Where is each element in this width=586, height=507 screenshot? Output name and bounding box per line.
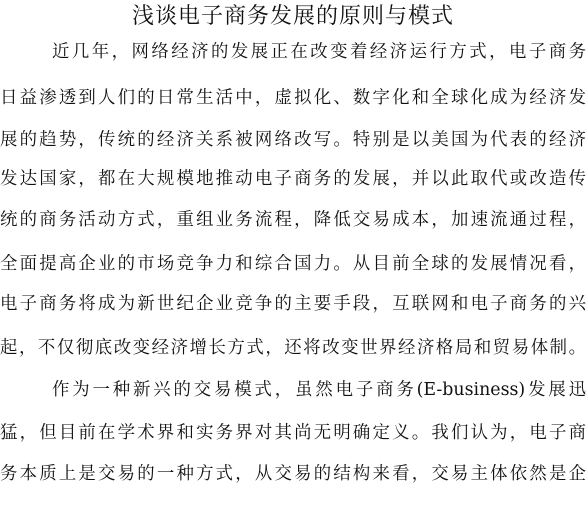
paragraph-1-line-7: 电子商务将成为新世纪企业竞争的主要手段，互联网和电子商务的兴 — [0, 294, 586, 314]
paragraph-2-line-1: 作为一种新兴的交易模式，虽然电子商务(E-business)发展迅 — [52, 380, 586, 400]
paragraph-1-line-8: 起，不仅彻底改变经济增长方式，还将改变世界经济格局和贸易体制。 — [0, 338, 586, 358]
paragraph-1-line-5: 统的商务活动方式，重组业务流程，降低交易成本，加速流通过程， — [0, 210, 586, 230]
paragraph-1-line-4: 发达国家，都在大规模地推动电子商务的发展，并以此取代或改造传 — [0, 169, 586, 189]
paragraph-1-line-6: 全面提高企业的市场竞争力和综合国力。从目前全球的发展情况看， — [0, 254, 586, 274]
paragraph-2-line-2: 猛，但目前在学术界和实务界对其尚无明确定义。我们认为，电子商 — [0, 423, 586, 443]
paragraph-1-line-2: 日益渗透到人们的日常生活中，虚拟化、数字化和全球化成为经济发 — [0, 88, 586, 108]
document-title: 浅谈电子商务发展的原则与模式 — [131, 4, 454, 29]
paragraph-2-line-3: 务本质上是交易的一种方式，从交易的结构来看，交易主体依然是企 — [0, 464, 586, 484]
paragraph-1-line-1: 近几年，网络经济的发展正在改变着经济运行方式，电子商务 — [52, 42, 586, 62]
paragraph-1-line-3: 展的趋势，传统的经济关系被网络改写。特别是以美国为代表的经济 — [0, 130, 586, 150]
